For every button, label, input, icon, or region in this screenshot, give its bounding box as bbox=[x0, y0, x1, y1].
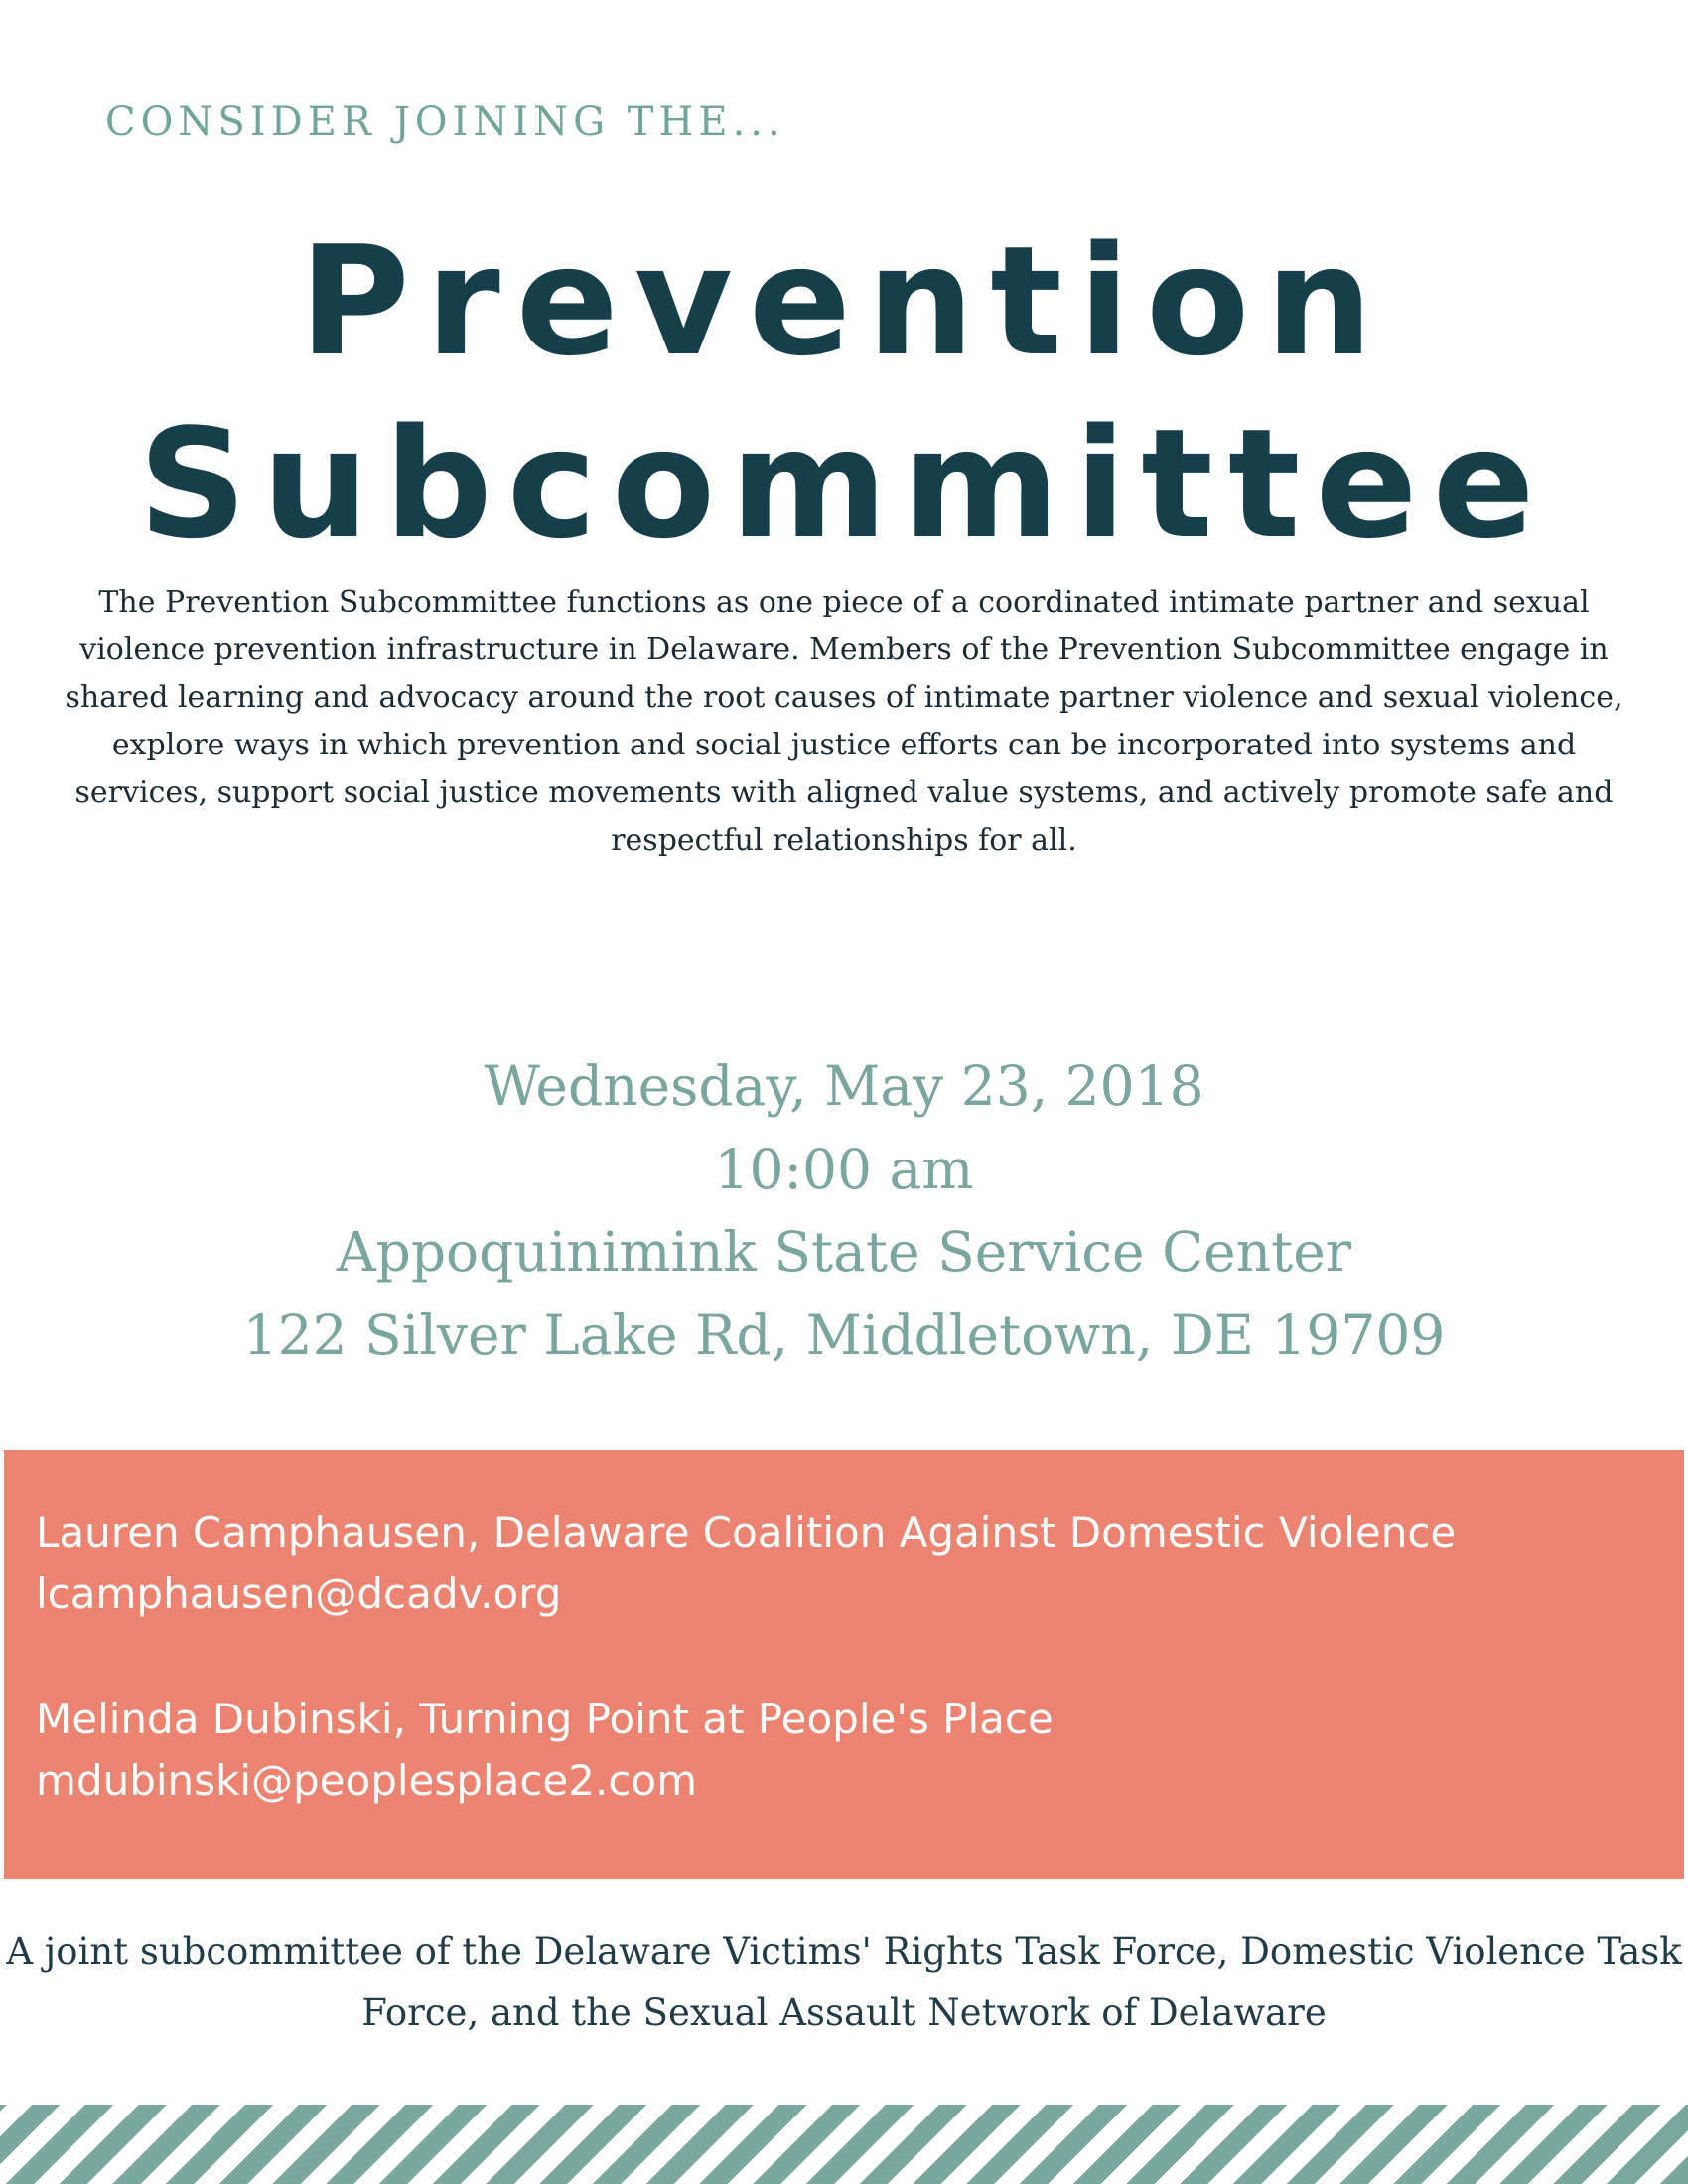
contact-panel bbox=[4, 1450, 1684, 1879]
eyebrow-text: CONSIDER JOINING THE... bbox=[105, 99, 785, 145]
contact-2-name: Melinda Dubinski, Turning Point at People's Place bbox=[36, 1695, 1054, 1743]
description-paragraph: The Prevention Subcommittee functions as one piece of a coordinated intimate partner and sexual violence prevention infrastructure in Delaware. Members of the Prevention Subcommittee engage in shared learning and advocacy around the root causes of intimate partner violence and sexual violence, explore ways in which prevention and social justice efforts can be incorporated into systems and services, support social justice movements with aligned value systems, and actively promote safe and respectful relationships for all. bbox=[65, 585, 1623, 858]
event-date: Wednesday, May 23, 2018 bbox=[484, 1054, 1204, 1118]
page-title-line-2: Subcommittee bbox=[138, 396, 1550, 572]
event-time: 10:00 am bbox=[714, 1138, 974, 1201]
page-title-line-1: Prevention bbox=[299, 213, 1389, 389]
contact-2-email[interactable]: mdubinski@peoplesplace2.com bbox=[36, 1756, 698, 1805]
decorative-stripe-band bbox=[0, 2105, 1688, 2184]
event-address: 122 Silver Lake Rd, Middletown, DE 19709 bbox=[242, 1303, 1446, 1367]
contact-1-name: Lauren Camphausen, Delaware Coalition Against Domestic Violence bbox=[36, 1508, 1457, 1557]
footer-note: A joint subcommittee of the Delaware Victims' Rights Task Force, Domestic Violence Task Force, and the Sexual Assault Network of Delaware bbox=[6, 1930, 1682, 2034]
contact-1-email[interactable]: lcamphausen@dcadv.org bbox=[36, 1570, 562, 1618]
event-venue: Appoquinimink State Service Center bbox=[336, 1220, 1352, 1284]
